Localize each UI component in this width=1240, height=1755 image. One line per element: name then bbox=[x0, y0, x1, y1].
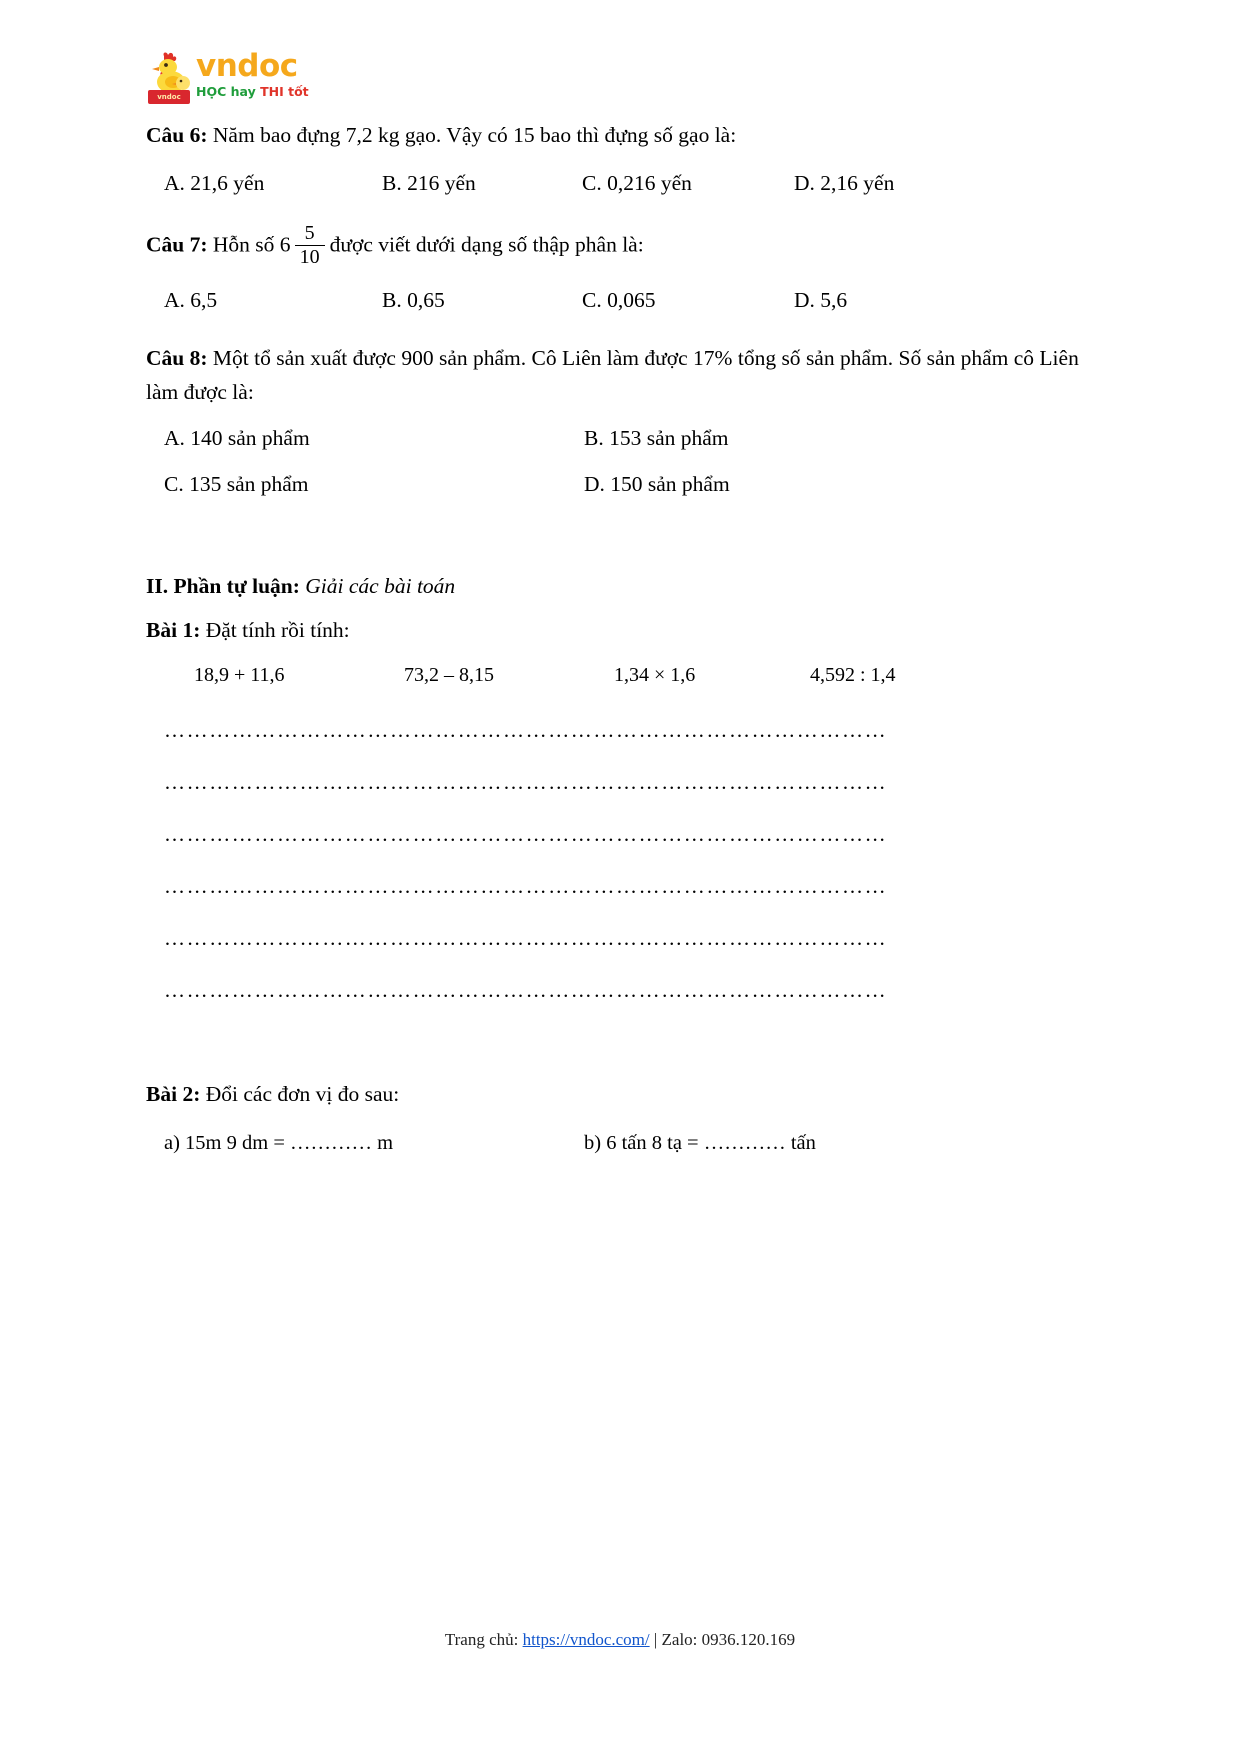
question-7-label: Câu 7: bbox=[146, 232, 208, 257]
footer-homepage-link[interactable]: https://vndoc.com/ bbox=[522, 1630, 650, 1649]
question-8-text-line2: sản phẩm. Số sản phẩm cô Liên làm được là: bbox=[146, 346, 1079, 404]
question-8-text-line1: Một tổ sản xuất được 900 sản phẩm. Cô Liên làm được 17% tổng số bbox=[212, 346, 801, 370]
section-2-heading bbox=[146, 569, 1096, 603]
question-6-option-b[interactable]: B. 216 yến bbox=[382, 171, 476, 195]
question-7-option-c[interactable]: C. 0,065 bbox=[582, 288, 656, 312]
answer-line-4[interactable]: …………………………………………………………………………………… bbox=[164, 874, 888, 898]
exam-content bbox=[146, 118, 1096, 1159]
question-6-option-c[interactable]: C. 0,216 yến bbox=[582, 171, 692, 195]
question-8-options-row-1 bbox=[146, 421, 1096, 455]
answer-line-2[interactable]: …………………………………………………………………………………… bbox=[164, 770, 888, 794]
answer-line-3[interactable]: …………………………………………………………………………………… bbox=[164, 822, 888, 846]
fraction-numerator: 5 bbox=[304, 222, 315, 244]
bai-1-expression-1: 18,9 + 11,6 bbox=[194, 664, 285, 686]
bai-1-text: Đặt tính rồi tính: bbox=[205, 618, 350, 642]
page-footer bbox=[0, 1630, 1240, 1650]
question-6-option-d[interactable]: D. 2,16 yến bbox=[794, 171, 895, 195]
bai-2-label: Bài 2: bbox=[146, 1082, 201, 1106]
question-8-option-c[interactable]: C. 135 sản phẩm bbox=[164, 472, 309, 496]
question-6-label: Câu 6: bbox=[146, 123, 208, 147]
logo-tagline-thi: THI bbox=[260, 84, 284, 99]
question-7-text-after: được viết dưới dạng số thập phân là: bbox=[329, 232, 644, 257]
bai-1-expression-3: 1,34 × 1,6 bbox=[614, 664, 696, 686]
question-6-options bbox=[146, 166, 1096, 200]
question-8-option-d[interactable]: D. 150 sản phẩm bbox=[584, 472, 730, 496]
bai-1-expressions bbox=[146, 659, 1096, 691]
question-7 bbox=[146, 224, 1096, 269]
logo-tagline bbox=[196, 84, 309, 99]
logo-tagline-tot: tốt bbox=[288, 84, 309, 99]
answer-line-6[interactable]: …………………………………………………………………………………… bbox=[164, 978, 888, 1002]
answer-line-1[interactable]: …………………………………………………………………………………… bbox=[164, 718, 888, 742]
section-2-heading-bold: II. Phần tự luận: bbox=[146, 574, 300, 598]
logo-wordmark: vndoc bbox=[196, 48, 298, 84]
question-8-option-b[interactable]: B. 153 sản phẩm bbox=[584, 426, 729, 450]
vndoc-logo bbox=[146, 48, 309, 110]
answer-line-5[interactable]: …………………………………………………………………………………… bbox=[164, 926, 888, 950]
question-7-option-a[interactable]: A. 6,5 bbox=[164, 288, 218, 312]
footer-prefix: Trang chủ: bbox=[444, 1630, 523, 1649]
question-6 bbox=[146, 118, 1096, 152]
fraction-denominator: 10 bbox=[295, 245, 325, 268]
logo-tagline-hay: hay bbox=[230, 84, 256, 99]
question-7-options bbox=[146, 283, 1096, 317]
bai-1-expression-2: 73,2 – 8,15 bbox=[404, 664, 494, 686]
logo-ribbon: vndoc bbox=[148, 90, 190, 104]
question-8-option-a[interactable]: A. 140 sản phẩm bbox=[164, 426, 310, 450]
logo-tagline-hoc: HỌC bbox=[196, 84, 227, 99]
question-7-text-before: Hỗn số 6 bbox=[212, 232, 291, 257]
bai-2-text: Đổi các đơn vị đo sau: bbox=[205, 1082, 400, 1106]
bai-1-label: Bài 1: bbox=[146, 618, 201, 642]
bai-2-item-b[interactable]: b) 6 tấn 8 tạ = ………… tấn bbox=[584, 1132, 816, 1154]
question-8-label: Câu 8: bbox=[146, 346, 208, 370]
bai-2 bbox=[146, 1077, 1096, 1111]
bai-2-item-a[interactable]: a) 15m 9 dm = ………… m bbox=[164, 1132, 394, 1154]
bai-1 bbox=[146, 613, 1096, 647]
bai-1-expression-4: 4,592 : 1,4 bbox=[810, 664, 896, 686]
question-7-option-b[interactable]: B. 0,65 bbox=[382, 288, 445, 312]
bai-2-items bbox=[146, 1127, 1096, 1159]
question-6-text: Năm bao đựng 7,2 kg gạo. Vậy có 15 bao thì đựng số gạo là: bbox=[212, 123, 737, 147]
question-7-option-d[interactable]: D. 5,6 bbox=[794, 288, 848, 312]
footer-suffix: | Zalo: 0936.120.169 bbox=[649, 1630, 796, 1649]
question-8 bbox=[146, 341, 1096, 409]
question-8-options-row-2 bbox=[146, 467, 1096, 501]
question-6-option-a[interactable]: A. 21,6 yến bbox=[164, 171, 265, 195]
mixed-fraction bbox=[295, 223, 325, 268]
section-2-heading-italic: Giải các bài toán bbox=[305, 574, 456, 598]
